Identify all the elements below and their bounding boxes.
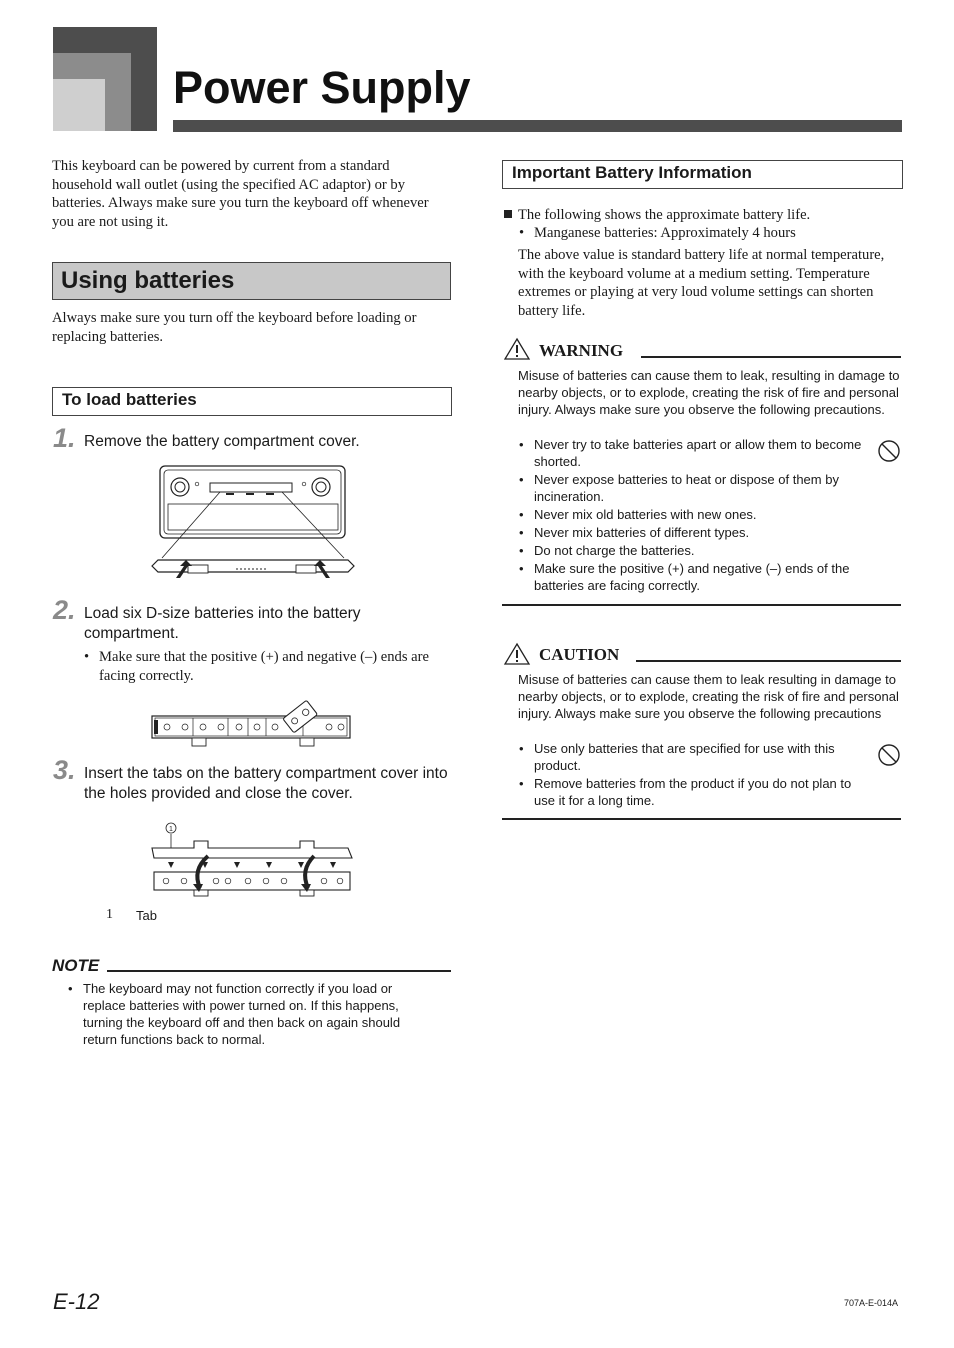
callout-marker: 1 xyxy=(169,826,173,833)
battery-info-paragraph: The above value is standard battery life at normal temperature, with the keyboard volume at a medium setting. Temperature extremes or playing at very loud volume settings can shorten battery life. xyxy=(518,247,885,319)
intro-paragraph: This keyboard can be powered by current from a standard household wall outlet (using the specified AC adaptor) or by batteries. Always make sure you turn the keyboard off whenever you are not using it. xyxy=(52,158,429,230)
warning-intro: Misuse of batteries can cause them to leak, resulting in damage to nearby objects, or to explode, creating the risk of fire and personal injury. Always make sure you observe the following precautions. xyxy=(518,368,900,417)
callout-label: Tab xyxy=(136,908,157,923)
battery-info-lead: The following shows the approximate battery life. xyxy=(518,207,811,223)
step-text: Insert the tabs on the battery compartment cover into the holes provided and close the cover. xyxy=(84,765,448,802)
warning-list xyxy=(518,436,864,594)
step-number: 2. xyxy=(53,595,76,625)
caution-bottom-rule xyxy=(502,818,901,820)
square-bullet-icon xyxy=(504,210,512,218)
list-item: • Remove batteries from the product if you do not plan to use it for a long time. xyxy=(518,775,864,809)
load-batteries-illustration xyxy=(148,700,356,750)
prohibited-icon xyxy=(877,743,901,767)
note-rule xyxy=(107,970,451,972)
step-text: Remove the battery compartment cover. xyxy=(84,433,360,450)
list-item: • Make sure that the positive (+) and negative (–) ends are facing correctly. xyxy=(83,648,451,685)
caution-triangle-icon xyxy=(503,642,531,666)
list-item: • Use only batteries that are specified for use with this product. xyxy=(518,740,864,774)
list-item: • Do not charge the batteries. xyxy=(518,542,864,559)
list-item: • Never mix old batteries with new ones. xyxy=(518,506,864,523)
close-cover-illustration xyxy=(148,818,358,900)
page-number: E-12 xyxy=(53,1289,100,1314)
prohibited-icon xyxy=(877,439,901,463)
warning-rule xyxy=(641,356,901,358)
caution-rule xyxy=(636,660,901,662)
document-code: 707A-E-014A xyxy=(844,1298,899,1308)
list-item: • Never try to take batteries apart or allow them to become shorted. xyxy=(518,436,864,470)
list-item: • The keyboard may not function correctly if you load or replace batteries with power turned on. If this happens, turning the keyboard off and then back on again should return functions back to normal. xyxy=(67,980,435,1048)
battery-info-list xyxy=(518,224,898,243)
load-batteries-heading xyxy=(52,387,452,416)
caution-list xyxy=(518,740,864,809)
list-item: • Make sure the positive (+) and negative (–) ends of the batteries are facing correctly. xyxy=(518,560,864,594)
caution-intro: Misuse of batteries can cause them to leak resulting in damage to nearby objects, or to explode, creating the risk of fire and personal injury. Always make sure you observe the following precautions xyxy=(518,672,899,721)
section-heading-text: Using batteries xyxy=(61,267,235,294)
subsection-heading-text: To load batteries xyxy=(62,390,197,409)
header-rule xyxy=(173,120,902,132)
warning-bottom-rule xyxy=(502,604,901,606)
callout-marker-label: 1 xyxy=(106,907,113,922)
step-number: 1. xyxy=(53,423,76,453)
caution-heading: CAUTION xyxy=(539,645,620,664)
subsection-heading-text: Important Battery Information xyxy=(512,163,752,182)
note-heading: NOTE xyxy=(52,956,100,975)
step-text: Load six D-size batteries into the battery compartment. xyxy=(84,605,361,642)
battery-info-heading xyxy=(502,160,903,189)
page-title: Power Supply xyxy=(173,62,471,113)
list-item: • Never expose batteries to heat or dispose of them by incineration. xyxy=(518,471,864,505)
warning-triangle-icon xyxy=(503,337,531,361)
note-list xyxy=(67,980,435,1048)
list-item: • Manganese batteries: Approximately 4 hours xyxy=(518,224,898,243)
list-item: • Never mix batteries of different types. xyxy=(518,524,864,541)
step-bullet-list xyxy=(83,648,451,685)
header-decoration xyxy=(53,79,105,131)
warning-heading: WARNING xyxy=(539,341,624,360)
step-number: 3. xyxy=(53,755,76,785)
using-batteries-text: Always make sure you turn off the keyboard before loading or replacing batteries. xyxy=(52,310,417,345)
using-batteries-heading xyxy=(52,262,451,300)
remove-cover-illustration xyxy=(148,462,358,580)
